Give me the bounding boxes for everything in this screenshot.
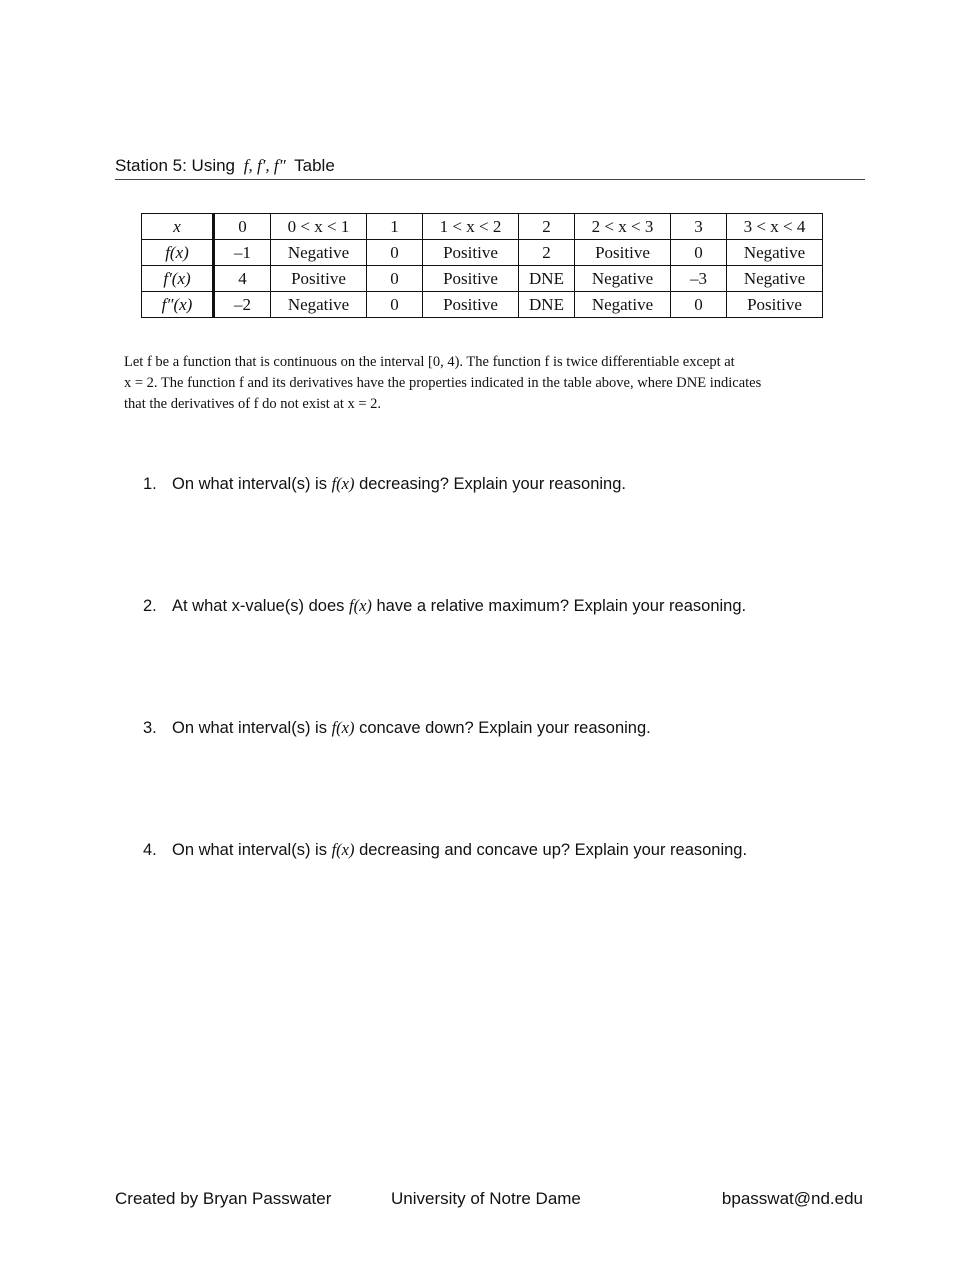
question-text: At what x-value(s) does — [172, 597, 345, 615]
table-row — [142, 240, 823, 266]
table-cell: Positive — [575, 240, 671, 266]
table-header-cell: 0 — [214, 214, 271, 240]
table-header-cell: 1 < x < 2 — [423, 214, 519, 240]
title-suffix: Table — [294, 156, 335, 175]
title-prefix: Station 5: Using — [115, 156, 236, 175]
table-header-cell: 3 — [671, 214, 727, 240]
row-label: f″(x) — [142, 292, 214, 318]
table-row — [142, 266, 823, 292]
table-cell: DNE — [519, 266, 575, 292]
question-number: 2. — [143, 597, 157, 615]
table-header-cell: 0 < x < 1 — [271, 214, 367, 240]
question-text: have a relative maximum? Explain your reasoning. — [376, 597, 747, 615]
question-math: f(x) — [331, 718, 355, 737]
question-text: On what interval(s) is — [172, 719, 327, 737]
question-text: On what interval(s) is — [172, 841, 327, 859]
table-header-cell: x — [142, 214, 214, 240]
derivative-properties-table — [141, 213, 823, 318]
footer-institution: University of Notre Dame — [391, 1189, 581, 1208]
table-cell: –2 — [214, 292, 271, 318]
table-row — [142, 292, 823, 318]
table-cell: 0 — [367, 266, 423, 292]
table-header-cell: 2 — [519, 214, 575, 240]
table-cell: DNE — [519, 292, 575, 318]
intro-line: that the derivatives of f do not exist at x = 2. — [124, 396, 382, 412]
question-math: f(x) — [331, 474, 355, 493]
row-label: f′(x) — [142, 266, 214, 292]
question-text: concave down? Explain your reasoning. — [359, 719, 651, 737]
question-4 — [143, 839, 747, 861]
table-cell: Positive — [423, 266, 519, 292]
row-label: f(x) — [142, 240, 214, 266]
table-cell: Negative — [575, 292, 671, 318]
footer-email: bpasswat@nd.edu — [721, 1189, 863, 1208]
question-number: 3. — [143, 719, 157, 737]
table-cell: 0 — [671, 292, 727, 318]
question-2 — [143, 595, 746, 617]
table-cell: –1 — [214, 240, 271, 266]
table-cell: 2 — [519, 240, 575, 266]
question-math: f(x) — [349, 596, 372, 615]
title-math: f, f′, f″ — [243, 156, 286, 175]
table-header-cell: 1 — [367, 214, 423, 240]
page-title — [115, 155, 865, 180]
question-number: 4. — [143, 841, 157, 859]
footer-author: Created by Bryan Passwater — [115, 1189, 332, 1208]
table-cell: Negative — [727, 240, 823, 266]
table-cell: Positive — [423, 240, 519, 266]
question-text: On what interval(s) is — [172, 475, 327, 493]
table-cell: 4 — [214, 266, 271, 292]
table-cell: Positive — [271, 266, 367, 292]
table-cell: 0 — [671, 240, 727, 266]
table-cell: –3 — [671, 266, 727, 292]
question-3 — [143, 717, 651, 739]
question-text: decreasing and concave up? Explain your reasoning. — [359, 841, 748, 859]
question-number: 1. — [143, 475, 157, 493]
table-cell: 0 — [367, 292, 423, 318]
table-cell: Positive — [423, 292, 519, 318]
table-cell: Positive — [727, 292, 823, 318]
intro-line: Let f be a function that is continuous on the interval [0, 4). The function f is twice differentiable except at — [124, 354, 735, 370]
table-cell: Negative — [271, 240, 367, 266]
table-cell: Negative — [271, 292, 367, 318]
table-header-cell: 2 < x < 3 — [575, 214, 671, 240]
problem-intro — [124, 352, 854, 415]
table-cell: Negative — [727, 266, 823, 292]
table-cell: 0 — [367, 240, 423, 266]
question-1 — [143, 473, 626, 495]
question-text: decreasing? Explain your reasoning. — [359, 475, 626, 493]
intro-line: x = 2. The function f and its derivatives have the properties indicated in the table above, where DNE indicates — [124, 375, 762, 391]
question-math: f(x) — [331, 840, 355, 859]
table-header-row — [142, 214, 823, 240]
table-header-cell: 3 < x < 4 — [727, 214, 823, 240]
table-cell: Negative — [575, 266, 671, 292]
